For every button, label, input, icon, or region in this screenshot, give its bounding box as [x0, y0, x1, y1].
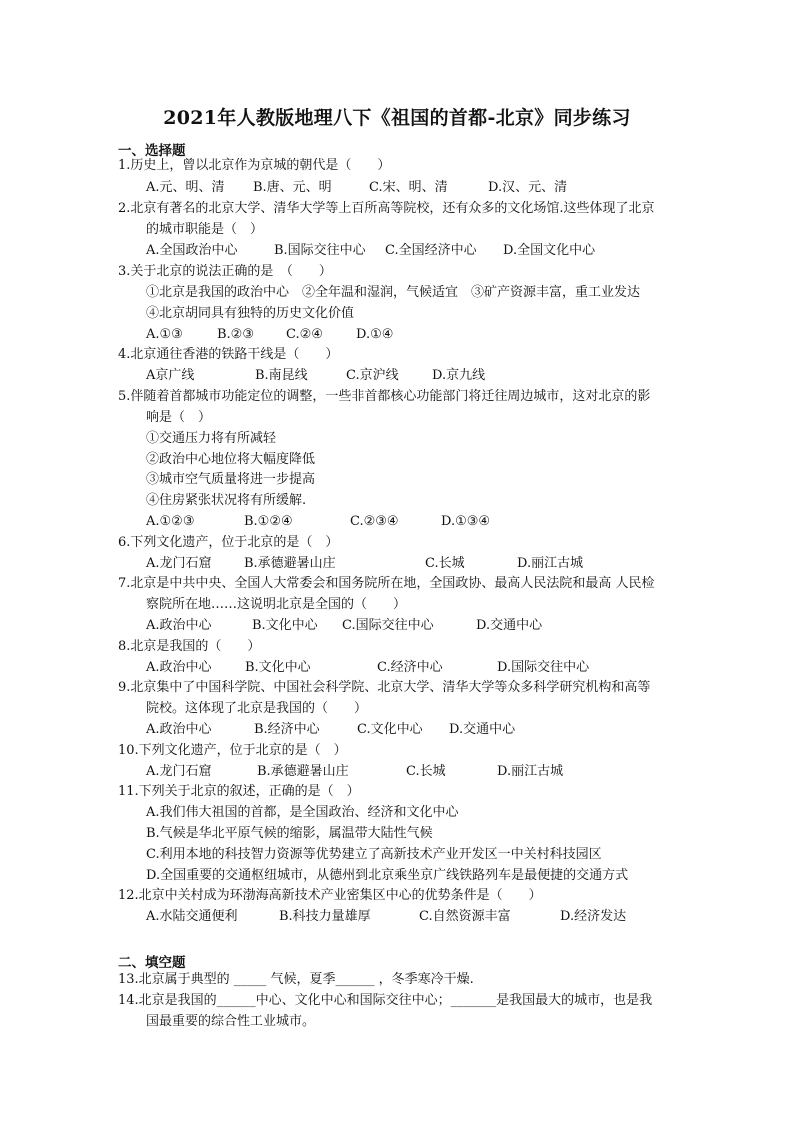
question-5-statement-2: ②政治中心地位将大幅度降低	[146, 452, 316, 467]
option-b: B.承德避暑山庄	[244, 556, 336, 571]
question-2-stem: 2.北京有著名的北京大学、清华大学等上百所高等院校，还有众多的文化场馆.这些体现了北京	[118, 201, 655, 216]
option-c: C.国际交往中心	[342, 618, 434, 633]
option-d: D.汉、元、清	[488, 180, 568, 195]
option-b: B.①②④	[244, 514, 293, 529]
option-b: B.国际交往中心	[274, 243, 366, 258]
question-3-stem: 3.关于北京的说法正确的是 （ ）	[118, 264, 332, 279]
question-11-option-c: C.利用本地的科技智力资源等优势建立了高新技术产业开发区一中关村科技园区	[146, 847, 602, 862]
question-12-stem: 12.北京中关村成为环渤海高新技术产业密集区中心的优势条件是（ ）	[118, 888, 542, 903]
option-c: C.京沪线	[346, 368, 399, 383]
question-5-stem: 5.伴随着首都城市功能定位的调整，一些非首都核心功能部门将迁往周边城市，这对北京的影	[118, 389, 651, 404]
question-5-statement-3: ③城市空气质量将进一步提高	[146, 472, 316, 487]
question-2-stem-cont: 的城市职能是（ ）	[146, 222, 264, 237]
option-c: C.②③④	[350, 514, 399, 529]
question-5-stem-cont: 响是（ ）	[146, 410, 212, 425]
option-b: B.经济中心	[254, 722, 320, 737]
option-a: A京广线	[146, 368, 195, 383]
option-c: C.②④	[286, 327, 323, 342]
question-10-stem: 10.下列文化遗产，位于北京的是（ ）	[118, 743, 347, 758]
section-heading-multiple-choice: 一、选择题	[118, 143, 186, 159]
option-c: C.自然资源丰富	[419, 909, 511, 924]
option-a: A.元、明、清	[146, 180, 225, 195]
question-11-option-a: A.我们伟大祖国的首都，是全国政治、经济和文化中心	[146, 805, 459, 820]
option-a: A.龙门石窟	[146, 556, 212, 571]
option-b: B.科技力量雄厚	[279, 909, 371, 924]
option-d: D.交通中心	[476, 618, 543, 633]
option-d: D.丽江古城	[497, 764, 564, 779]
document-title: 2021年人教版地理八下《祖国的首都-北京》同步练习	[163, 107, 631, 129]
option-a: A.①③	[146, 327, 183, 342]
option-c: C.长城	[425, 556, 465, 571]
option-c: C.经济中心	[377, 660, 443, 675]
option-b: B.南昆线	[255, 368, 308, 383]
question-3-statement-2: ④北京胡同具有独特的历史文化价值	[146, 306, 355, 321]
option-d: D.①③④	[441, 514, 491, 529]
option-a: A.龙门石窟	[146, 764, 212, 779]
question-8-stem: 8.北京是我国的（ ）	[118, 639, 261, 654]
option-c: C.长城	[406, 764, 446, 779]
option-b: B.②③	[217, 327, 254, 342]
option-b: B.文化中心	[245, 660, 311, 675]
question-3-statement-1: ①北京是我国的政治中心 ②全年温和湿润，气候适宜 ③矿产资源丰富，重工业发达	[146, 285, 641, 300]
option-b: B.承德避暑山庄	[257, 764, 349, 779]
option-a: A.政治中心	[146, 618, 212, 633]
option-b: B.文化中心	[252, 618, 318, 633]
question-6-stem: 6.下列文化遗产，位于北京的是（ ）	[118, 535, 339, 550]
question-11-option-d: D.全国重要的交通枢纽城市，从德州到北京乘坐京广线铁路列车是最便捷的交通方式	[146, 868, 629, 883]
option-a: A.①②③	[146, 514, 195, 529]
option-a: A.水陆交通便利	[146, 909, 238, 924]
option-c: C.全国经济中心	[385, 243, 477, 258]
question-9-stem: 9.北京集中了中国科学院、中国社会科学院、北京大学、清华大学等众多科学研究机构和高等	[118, 680, 651, 695]
question-11-option-b: B.气候是华北平原气候的缩影，属温带大陆性气候	[146, 826, 433, 841]
option-c: C.文化中心	[357, 722, 423, 737]
option-d: D.交通中心	[449, 722, 516, 737]
question-1-stem: 1.历史上，曾以北京作为京城的朝代是（ ）	[118, 158, 391, 173]
option-d: D.京九线	[432, 368, 486, 383]
option-a: A.政治中心	[146, 722, 212, 737]
option-a: A.政治中心	[146, 660, 212, 675]
question-11-stem: 11.下列关于北京的叙述，正确的是（ ）	[118, 784, 360, 799]
question-14-stem: 14.北京是我国的______中心、文化中心和国际交往中心；_______是我国最大的城市，也是我	[118, 993, 653, 1008]
question-13-stem: 13.北京属于典型的 _____ 气候，夏季______ ，冬季寒冷干燥.	[118, 972, 474, 987]
question-7-stem-cont: 察院所在地……这说明北京是全国的（ ）	[146, 597, 407, 612]
option-d: D.丽江古城	[517, 556, 584, 571]
option-d: D.全国文化中心	[503, 243, 596, 258]
question-14-stem-cont: 国最重要的综合性工业城市。	[146, 1014, 316, 1029]
option-c: C.宋、明、清	[369, 180, 448, 195]
option-b: B.唐、元、明	[253, 180, 332, 195]
option-d: D.国际交往中心	[497, 660, 590, 675]
option-d: D.经济发达	[560, 909, 627, 924]
question-7-stem: 7.北京是中共中央、全国人大常委会和国务院所在地，全国政协、最高人民法院和最高 人民检	[118, 576, 655, 591]
question-9-stem-cont: 院校。这体现了北京是我国的（ ）	[146, 701, 368, 716]
question-5-statement-4: ④住房紧张状况将有所缓解.	[146, 493, 307, 508]
option-a: A.全国政治中心	[146, 243, 238, 258]
question-5-statement-1: ①交通压力将有所减轻	[146, 431, 277, 446]
option-d: D.①④	[356, 327, 394, 342]
question-4-stem: 4.北京通往香港的铁路干线是（ ）	[118, 347, 339, 362]
section-heading-fill-in: 二、填空题	[118, 955, 186, 971]
